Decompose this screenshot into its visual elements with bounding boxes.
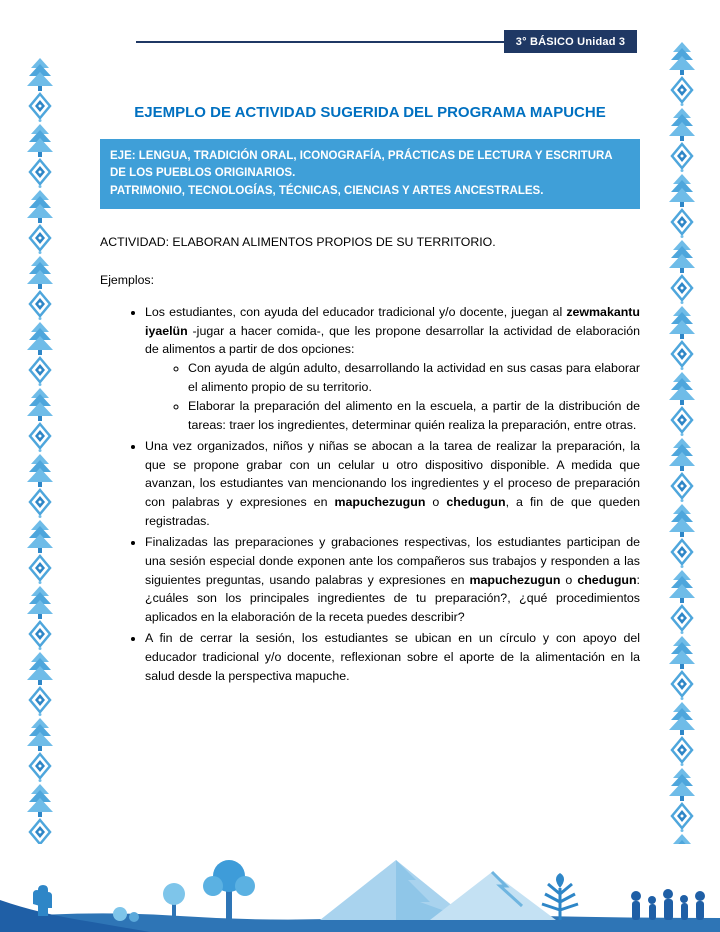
- bullet-item-4: [145, 629, 640, 686]
- bullet-item-1: [145, 303, 640, 435]
- bullet-text-bold: mapuchezugun: [469, 572, 561, 587]
- bullet-text: , a fin de que queden registradas.: [145, 495, 641, 529]
- eje-banner: [100, 139, 640, 209]
- landscape-footer-illustration-icon: [0, 844, 720, 932]
- bullet-text: : ¿cuáles son los principales ingredientes de tu preparación?, ¿qué procedimientos aplicados en la elaboración de la receta puedes describir?: [145, 572, 640, 625]
- bullet-text: Los estudiantes, con ayuda del educador tradicional y/o docente, juegan al: [145, 304, 567, 319]
- bullet-text: -jugar a hacer comida-, que les propone desarrollar la actividad de elaboración de alimentos a partir de dos opciones:: [145, 323, 640, 357]
- bullet-text-bold: zewmakantu iyaelün: [145, 304, 640, 338]
- bullet-text-bold: chedugun: [577, 572, 637, 587]
- bullet-item-3: [145, 533, 640, 627]
- sub-bullet-item-2: [188, 397, 640, 435]
- examples-label: Ejemplos:: [100, 272, 154, 287]
- activity-line: ACTIVIDAD: ELABORAN ALIMENTOS PROPIOS DE SU TERRITORIO.: [100, 234, 496, 249]
- bullet-item-2: [145, 437, 640, 531]
- page-title: EJEMPLO DE ACTIVIDAD SUGERIDA DEL PROGRAMA MAPUCHE: [134, 104, 606, 121]
- bullet-text: Una vez organizados, niños y niñas se abocan a la tarea de realizar la preparación, la que se propone grabar con un celular u otro dispositivo disponible. A medida que avanzan, los estudiantes van mencionando los ingredientes y el proceso de preparación con palabras y expresiones en: [145, 438, 640, 510]
- mapuche-ornament-border-right-icon: [667, 40, 697, 844]
- sub-bullet-list: [145, 359, 640, 434]
- bullet-text: Finalizadas las preparaciones y grabaciones respectivas, los estudiantes participan de una sesión especial donde exponen ante los compañeros sus trabajos y responden a las siguientes preguntas, usando palabras y expresiones en: [145, 534, 640, 587]
- bullet-text-bold: chedugun: [446, 495, 506, 510]
- bullet-text: A fin de cerrar la sesión, los estudiantes se ubican en un círculo y con apoyo del educador tradicional y/o docente, reflexionan sobre el aporte de la alimentación en la salud desde la perspectiva mapuche.: [145, 631, 640, 683]
- eje-line-2: PATRIMONIO, TECNOLOGÍAS, TÉCNICAS, CIENCIAS Y ARTES ANCESTRALES.: [110, 184, 544, 197]
- mapuche-ornament-border-left-icon: [25, 56, 55, 844]
- bullet-text: o: [425, 495, 447, 510]
- sub-bullet-item-1: [188, 359, 640, 397]
- bullet-text-bold: mapuchezugun: [334, 495, 426, 510]
- document-body: [100, 104, 640, 688]
- unit-badge: [504, 30, 637, 53]
- eje-line-1: EJE: LENGUA, TRADICIÓN ORAL, ICONOGRAFÍA, PRÁCTICAS DE LECTURA Y ESCRITURA DE LOS PUEBLOS ORIGINARIOS.: [110, 150, 613, 180]
- sub-bullet-text: Con ayuda de algún adulto, desarrollando la actividad en sus casas para elaborar el alimento propio de su territorio.: [188, 361, 640, 395]
- sub-bullet-text: Elaborar la preparación del alimento en la escuela, a partir de la distribución de tareas: traer los ingredientes, determinar quién realiza la preparación, entre otras.: [188, 398, 640, 432]
- example-bullet-list: [100, 303, 640, 686]
- bullet-text: o: [560, 572, 578, 587]
- unit-badge-label: 3° BÁSICO Unidad 3: [515, 35, 626, 48]
